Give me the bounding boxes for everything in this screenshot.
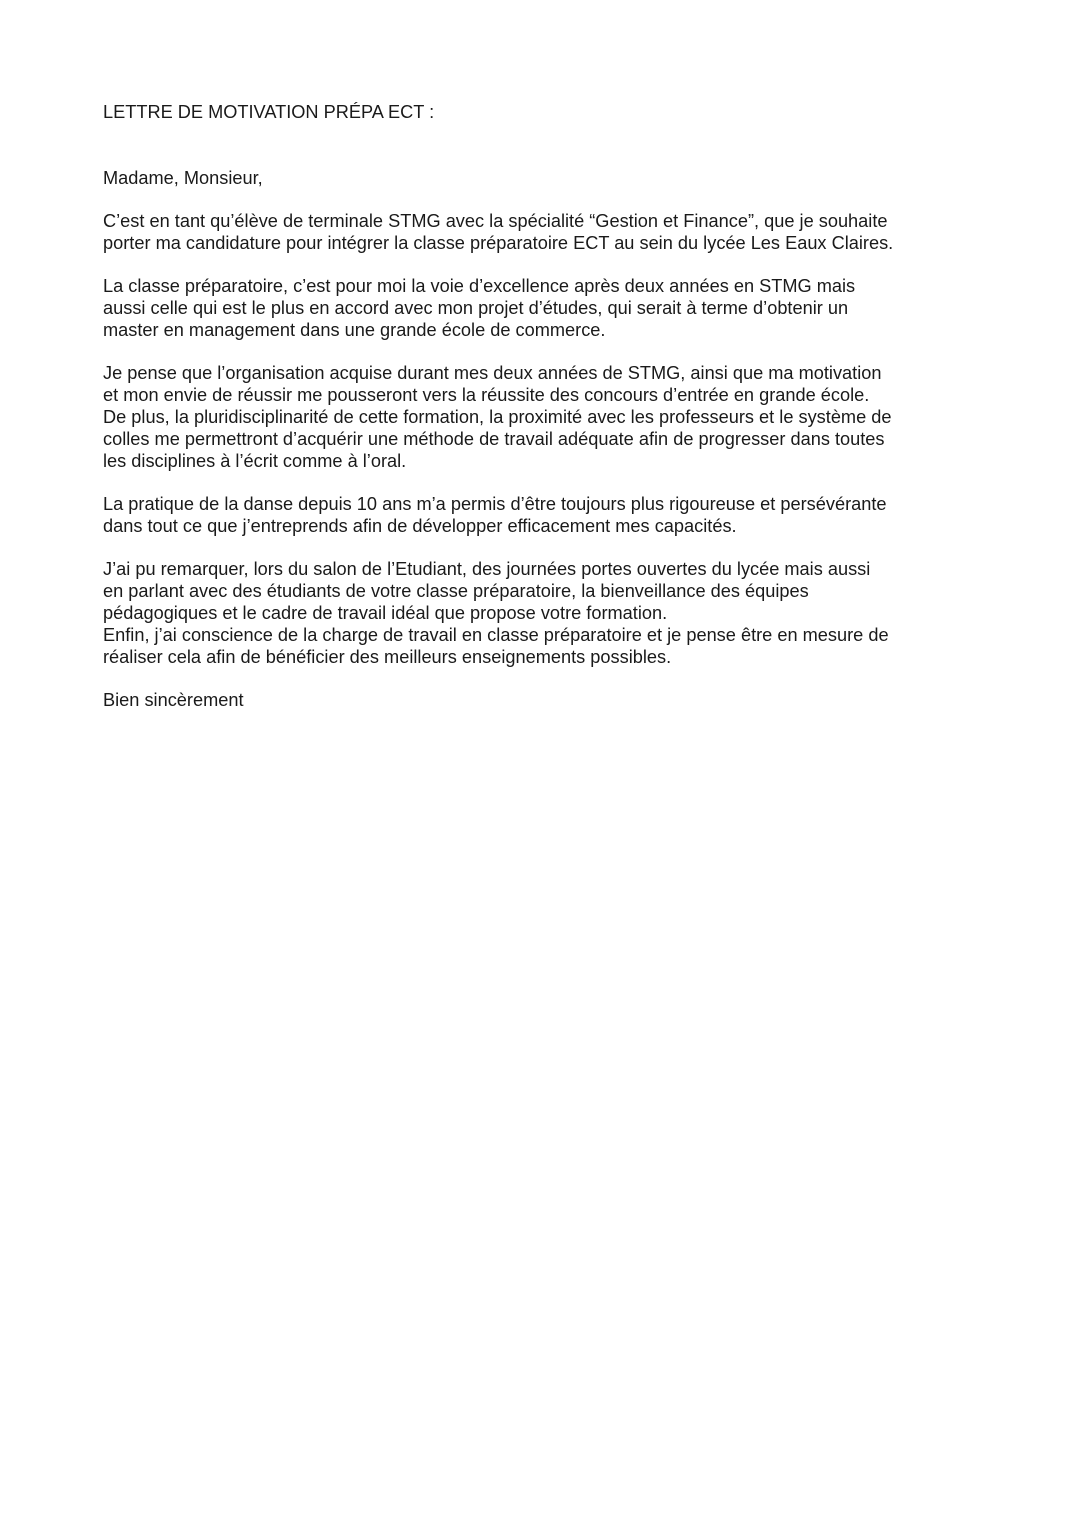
letter-salutation: Madame, Monsieur, bbox=[103, 168, 263, 188]
paragraph-line: De plus, la pluridisciplinarité de cette formation, la proximité avec les professeurs et le système de bbox=[103, 407, 892, 427]
paragraph-line: C’est en tant qu’élève de terminale STMG avec la spécialité “Gestion et Finance”, que je souhaite bbox=[103, 211, 888, 231]
paragraph-line: dans tout ce que j’entreprends afin de développer efficacement mes capacités. bbox=[103, 516, 737, 536]
paragraph-line: en parlant avec des étudiants de votre classe préparatoire, la bienveillance des équipes bbox=[103, 581, 809, 601]
paragraph-candidature bbox=[103, 210, 983, 254]
paragraph-line: réaliser cela afin de bénéficier des meilleurs enseignements possibles. bbox=[103, 647, 672, 667]
paragraph-projet bbox=[103, 275, 983, 341]
paragraph-line: J’ai pu remarquer, lors du salon de l’Etudiant, des journées portes ouvertes du lycée mais aussi bbox=[103, 559, 871, 579]
letter-closing: Bien sincèrement bbox=[103, 690, 244, 710]
paragraph-line: les disciplines à l’écrit comme à l’oral. bbox=[103, 451, 407, 471]
paragraph-line: aussi celle qui est le plus en accord avec mon projet d’études, qui serait à terme d’obtenir un bbox=[103, 298, 849, 318]
paragraph-line: pédagogiques et le cadre de travail idéal que propose votre formation. bbox=[103, 603, 668, 623]
paragraph-line: master en management dans une grande école de commerce. bbox=[103, 320, 606, 340]
paragraph-salon bbox=[103, 558, 983, 668]
paragraph-danse bbox=[103, 493, 983, 537]
letter-body bbox=[103, 101, 983, 711]
paragraph-line: La classe préparatoire, c’est pour moi la voie d’excellence après deux années en STMG mais bbox=[103, 276, 856, 296]
paragraph-line: Enfin, j’ai conscience de la charge de travail en classe préparatoire et je pense être en mesure de bbox=[103, 625, 889, 645]
paragraph-line: Je pense que l’organisation acquise durant mes deux années de STMG, ainsi que ma motivation bbox=[103, 363, 882, 383]
letter-heading: LETTRE DE MOTIVATION PRÉPA ECT : bbox=[103, 102, 435, 122]
paragraph-line: et mon envie de réussir me pousseront vers la réussite des concours d’entrée en grande école. bbox=[103, 385, 870, 405]
paragraph-organisation bbox=[103, 362, 983, 472]
paragraph-line: colles me permettront d’acquérir une méthode de travail adéquate afin de progresser dans toutes bbox=[103, 429, 885, 449]
paragraph-line: La pratique de la danse depuis 10 ans m’a permis d’être toujours plus rigoureuse et persévérante bbox=[103, 494, 887, 514]
paragraph-line: porter ma candidature pour intégrer la classe préparatoire ECT au sein du lycée Les Eaux Claires. bbox=[103, 233, 894, 253]
